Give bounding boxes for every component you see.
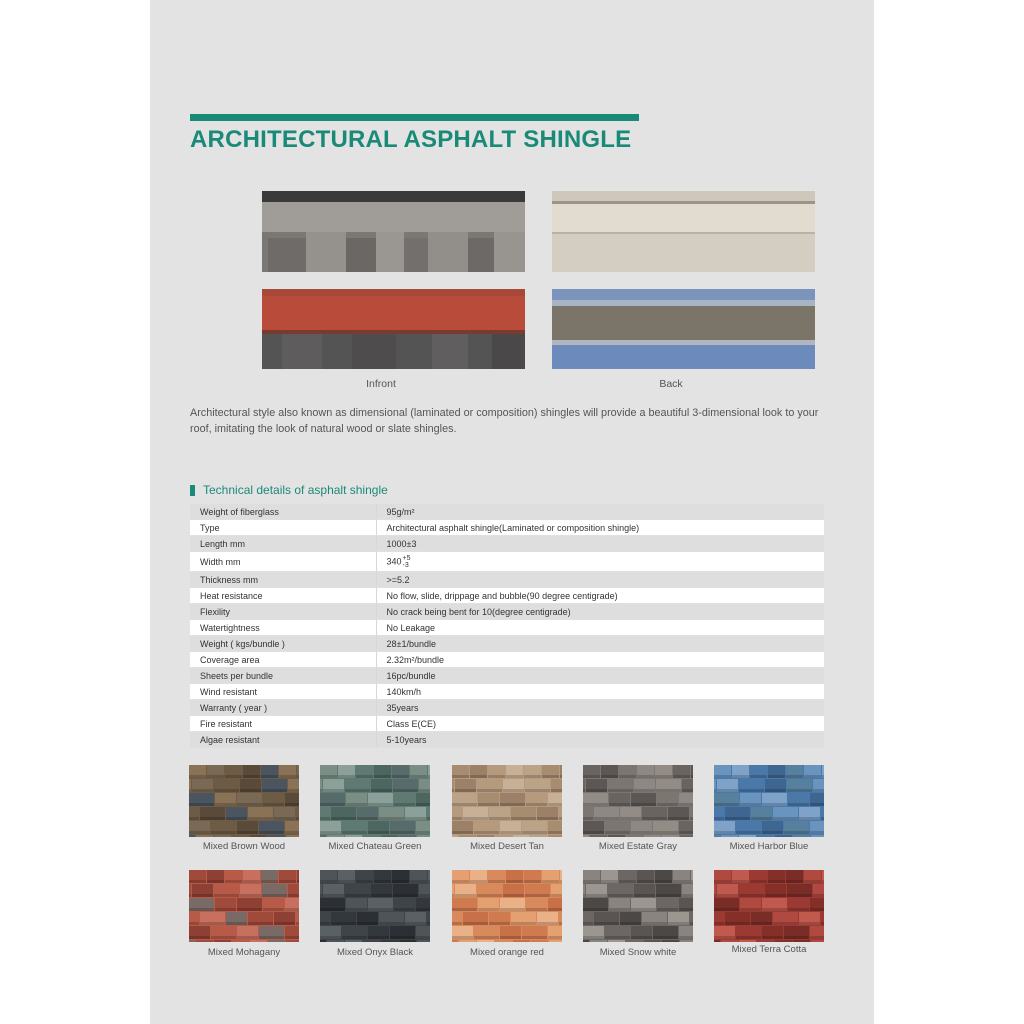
- swatch-label: Mixed Snow white: [599, 947, 677, 958]
- table-row: [190, 504, 824, 520]
- spec-value: >=5.2: [376, 572, 824, 588]
- table-row: [190, 652, 824, 668]
- spec-value: 35years: [376, 700, 824, 716]
- spec-label: Thickness mm: [190, 572, 376, 588]
- table-row: [190, 588, 824, 604]
- swatch-snow-white: [583, 870, 693, 942]
- swatch-label: Mixed Brown Wood: [202, 841, 286, 852]
- spec-label: Fire resistant: [190, 716, 376, 732]
- spec-label: Width mm: [190, 552, 376, 572]
- table-row: [190, 536, 824, 552]
- spec-value: Class E(CE): [376, 716, 824, 732]
- spec-label: Weight of fiberglass: [190, 504, 376, 520]
- table-row: [190, 520, 824, 536]
- swatch-label: Mixed orange red: [470, 947, 544, 958]
- front-caption: Infront: [366, 378, 396, 390]
- front-photo-gray-shingle: [262, 191, 525, 272]
- brochure-page: [150, 0, 874, 1024]
- spec-value: 2.32m²/bundle: [376, 652, 824, 668]
- swatch-terra-cotta: [714, 870, 824, 942]
- page-title: ARCHITECTURAL ASPHALT SHINGLE: [190, 126, 632, 153]
- back-photo-blue-shingle: [552, 289, 815, 369]
- spec-value: 28±1/bundle: [376, 636, 824, 652]
- back-caption: Back: [659, 378, 683, 390]
- spec-label: Type: [190, 520, 376, 536]
- swatch-label: Mixed Desert Tan: [470, 841, 544, 852]
- swatch-estate-gray: [583, 765, 693, 837]
- swatch-harbor-blue: [714, 765, 824, 837]
- spec-value: 5-10years: [376, 732, 824, 748]
- table-row: [190, 552, 824, 572]
- front-photo-red-shingle: [262, 289, 525, 369]
- swatch-orange-red: [452, 870, 562, 942]
- swatch-chateau-green: [320, 765, 430, 837]
- table-row: [190, 732, 824, 748]
- spec-value: No flow, slide, drippage and bubble(90 degree centigrade): [376, 588, 824, 604]
- table-row: [190, 572, 824, 588]
- spec-value: 16pc/bundle: [376, 668, 824, 684]
- table-row: [190, 604, 824, 620]
- table-row: [190, 716, 824, 732]
- table-row: [190, 700, 824, 716]
- spec-value: Architectural asphalt shingle(Laminated or composition shingle): [376, 520, 824, 536]
- spec-label: Watertightness: [190, 620, 376, 636]
- swatch-label: Mixed Chateau Green: [328, 841, 422, 852]
- swatch-label: Mixed Mohagany: [207, 947, 281, 958]
- spec-label: Warranty ( year ): [190, 700, 376, 716]
- spec-value: No crack being bent for 10(degree centigrade): [376, 604, 824, 620]
- table-row: [190, 668, 824, 684]
- title-rule: [190, 114, 639, 121]
- swatch-desert-tan: [452, 765, 562, 837]
- swatch-label: Mixed Terra Cotta: [731, 944, 807, 955]
- width-nominal: 340: [386, 555, 402, 566]
- table-row: [190, 684, 824, 700]
- swatch-onyx-black: [320, 870, 430, 942]
- table-row: [190, 636, 824, 652]
- spec-label: Weight ( kgs/bundle ): [190, 636, 376, 652]
- technical-heading: [190, 482, 388, 498]
- swatch-label: Mixed Onyx Black: [336, 947, 414, 958]
- spec-label: Wind resistant: [190, 684, 376, 700]
- table-row: [190, 620, 824, 636]
- spec-table: [190, 504, 824, 748]
- spec-label: Length mm: [190, 536, 376, 552]
- spec-label: Heat resistance: [190, 588, 376, 604]
- swatch-mohagany: [189, 870, 299, 942]
- spec-label: Sheets per bundle: [190, 668, 376, 684]
- section-marker: [190, 485, 195, 496]
- width-tolerance-plus: +5: [402, 554, 411, 562]
- spec-value: 1000±3: [376, 536, 824, 552]
- swatch-label: Mixed Estate Gray: [598, 841, 678, 852]
- spec-value: No Leakage: [376, 620, 824, 636]
- technical-heading-text: Technical details of asphalt shingle: [203, 483, 388, 497]
- spec-label: Coverage area: [190, 652, 376, 668]
- description-paragraph: Architectural style also known as dimensional (laminated or composition) shingles will provide a beautiful 3-dimensional look to your roof, imitating the look of natural wood or slate shingles.: [190, 407, 819, 435]
- swatch-label: Mixed Harbor Blue: [729, 841, 809, 852]
- spec-value: 140km/h: [376, 684, 824, 700]
- spec-label: Flexility: [190, 604, 376, 620]
- spec-value-width: [376, 552, 824, 572]
- back-photo-beige-shingle: [552, 191, 815, 272]
- spec-label: Algae resistant: [190, 732, 376, 748]
- width-tolerance-minus: -3: [402, 561, 409, 569]
- swatch-brown-wood: [189, 765, 299, 837]
- spec-value: 95g/m²: [376, 504, 824, 520]
